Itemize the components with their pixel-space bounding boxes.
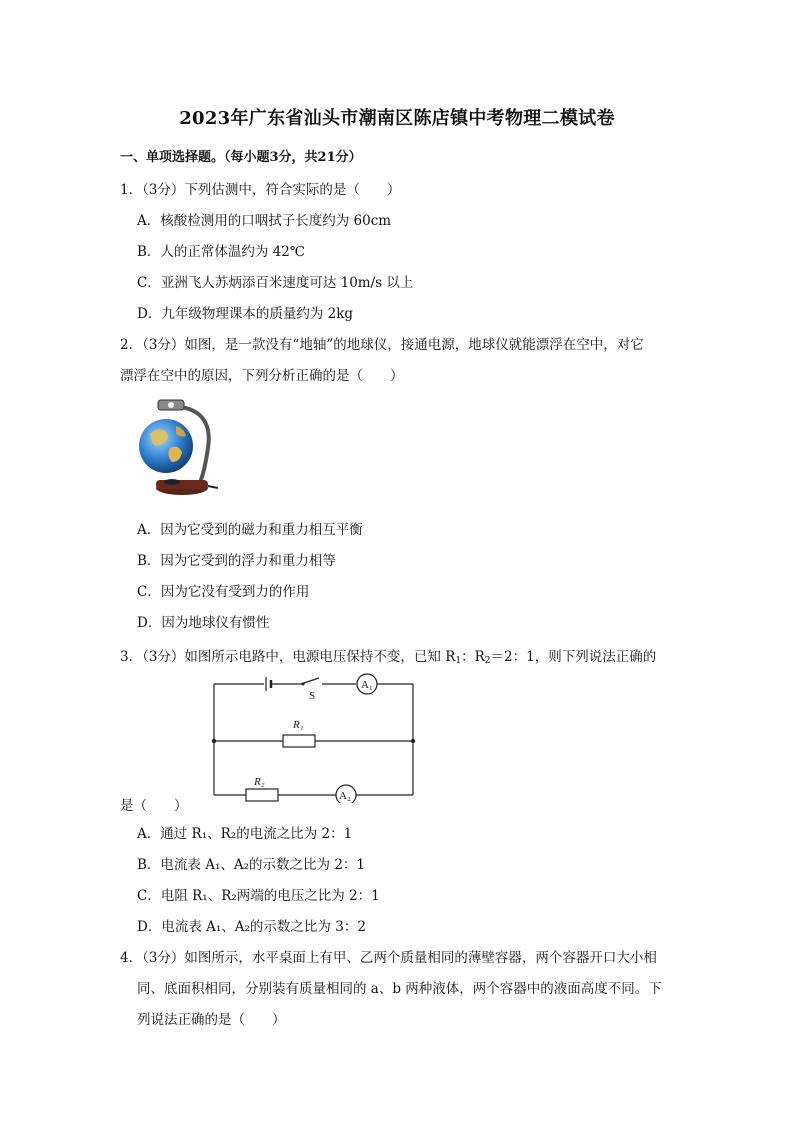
q3-stem-pre: 3．（3分）如图所示电路中，电源电压保持不变，已知 R: [120, 649, 456, 665]
q3-option-c: C．电阻 R₁、R₂两端的电压之比为 2：1: [137, 888, 380, 904]
resistor-r2-label: R₂: [254, 776, 265, 788]
page-title: 2023年广东省汕头市潮南区陈店镇中考物理二模试卷: [179, 108, 615, 129]
ammeter-a1-label: A₁: [361, 679, 373, 691]
q1-option-c: C．亚洲飞人苏炳添百米速度可达 10m/s 以上: [137, 275, 414, 291]
q2-stem-line1: 2．（3分）如图，是一款没有“地轴”的地球仪，接通电源，地球仪就能漂浮在空中，对它: [120, 337, 644, 353]
resistor-r1-label: R₁: [293, 719, 304, 731]
q1-option-d: D．九年级物理课本的质量约为 2kg: [137, 306, 354, 322]
q3-option-b: B．电流表 A₁、A₂的示数之比为 2：1: [137, 857, 366, 873]
q1-option-a: A．核酸检测用的口咽拭子长度约为 60cm: [137, 213, 392, 229]
q3-stem-line2: 是（ ）: [120, 798, 188, 814]
q3-stem-post: ＝2：1，则下列说法正确的: [490, 649, 657, 665]
q2-option-a: A．因为它受到的磁力和重力相互平衡: [137, 522, 363, 538]
q1-option-b: B．人的正常体温约为 42℃: [137, 244, 305, 260]
q3-sub-1: 1: [455, 656, 462, 666]
ammeter-a2-label: A₂: [339, 790, 351, 802]
q2-option-d: D．因为地球仪有惯性: [137, 615, 270, 631]
q2-option-b: B．因为它受到的浮力和重力相等: [137, 553, 336, 569]
q4-stem-line2: 同、底面积相同，分别装有质量相同的 a、b 两种液体，两个容器中的液面高度不同。下: [137, 981, 662, 997]
circuit-diagram: [206, 668, 421, 803]
q3-stem-line1: [120, 645, 656, 666]
switch-label: S: [309, 690, 316, 702]
q2-stem-line2: 漂浮在空中的原因，下列分析正确的是（ ）: [120, 368, 404, 384]
q3-stem-mid: ：R: [461, 649, 485, 665]
q4-stem-line3: 列说法正确的是（ ）: [137, 1012, 286, 1028]
q4-stem-line1: 4．（3分）如图所示，水平桌面上有甲、乙两个质量相同的薄壁容器，两个容器开口大小相: [120, 950, 657, 966]
q2-option-c: C．因为它没有受到力的作用: [137, 584, 310, 600]
q3-sub-2: 2: [484, 656, 491, 666]
q1-stem: 1．（3分）下列估测中，符合实际的是（ ）: [120, 182, 401, 198]
q3-option-d: D．电流表 A₁、A₂的示数之比为 3：2: [137, 919, 366, 935]
floating-globe-figure: [132, 396, 218, 500]
q3-option-a: A．通过 R₁、R₂的电流之比为 2：1: [137, 826, 353, 842]
section-heading: 一、单项选择题。（每小题3分，共21分）: [120, 150, 362, 165]
